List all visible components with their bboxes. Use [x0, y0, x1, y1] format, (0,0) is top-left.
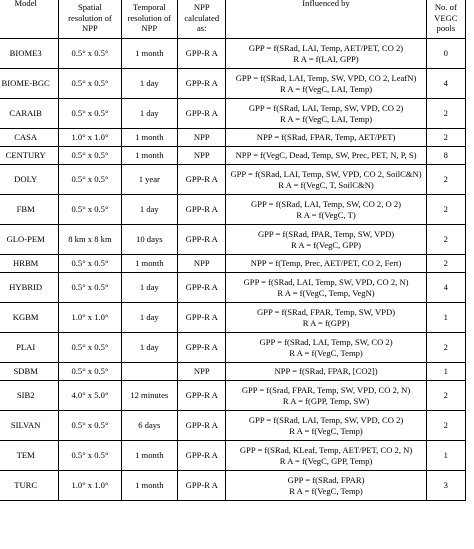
model-cell: SILVAN — [0, 411, 59, 441]
temporal-resolution-cell: 1 month — [121, 147, 178, 165]
equation-line: GPP = f(SRad, LAI, Temp, SW, VPD, CO 2, N) — [243, 276, 409, 287]
spatial-resolution-cell: 0.5° x 0.5° — [59, 165, 121, 195]
model-cell: KGBM — [0, 303, 59, 333]
influenced-by-cell — [226, 99, 426, 129]
equation-line: GPP = f(SRad, FPAR, Temp, SW, VPD) — [256, 306, 396, 317]
temporal-resolution-cell: 12 minutes — [121, 381, 178, 411]
equation-line: GPP = f(SRad, LAI, Temp, SW, VPD, CO 2) — [248, 414, 404, 425]
spatial-resolution-cell: 1.0° x 1.0° — [59, 471, 121, 501]
equation-line: GPP = f(SRad, FPAR) — [287, 474, 365, 485]
spatial-resolution-cell: 0.5° x 0.5° — [59, 273, 121, 303]
vegc-pools-cell: 2 — [426, 129, 465, 147]
influenced-by-cell — [226, 39, 426, 69]
table-row — [0, 381, 466, 411]
header-influenced-by: Influenced by — [226, 0, 426, 39]
npp-calculated-cell: GPP-R A — [178, 39, 226, 69]
spatial-resolution-cell: 0.5° x 0.5° — [59, 99, 121, 129]
model-cell: BIOME3 — [0, 39, 59, 69]
spatial-resolution-cell: 0.5° x 0.5° — [59, 39, 121, 69]
table-row — [0, 363, 466, 381]
vegc-pools-cell: 1 — [426, 303, 465, 333]
equation-line: NPP = f(Temp, Prec, AET/PET, CO 2, Fert) — [250, 258, 402, 268]
temporal-resolution-cell: 10 days — [121, 225, 178, 255]
model-cell: CENTURY — [0, 147, 59, 165]
table-row — [0, 39, 466, 69]
table-row — [0, 411, 466, 441]
vegc-pools-cell: 2 — [426, 195, 465, 225]
npp-calculated-cell: GPP-R A — [178, 69, 226, 99]
equation-line: R A = f(VegC, LAI, Temp) — [279, 113, 373, 124]
model-cell: CARAIB — [0, 99, 59, 129]
npp-calculated-cell: GPP-R A — [178, 195, 226, 225]
npp-calculated-cell: GPP-R A — [178, 441, 226, 471]
vegc-pools-cell: 2 — [426, 381, 465, 411]
vegc-pools-cell: 3 — [426, 471, 465, 501]
model-cell: BIOME-BGC — [0, 69, 59, 99]
temporal-resolution-cell: 1 day — [121, 69, 178, 99]
temporal-resolution-cell: 1 day — [121, 195, 178, 225]
npp-calculated-cell: GPP-R A — [178, 225, 226, 255]
table-row — [0, 225, 466, 255]
influenced-by-cell — [226, 411, 426, 441]
influenced-by-cell — [226, 165, 426, 195]
equation-line: NPP = f(SRad, FPAR, [CO2]) — [274, 366, 378, 376]
equation-line: R A = f(VegC, GPP) — [291, 239, 362, 250]
npp-calculated-cell: NPP — [178, 255, 226, 273]
spatial-resolution-cell: 0.5° x 0.5° — [59, 69, 121, 99]
equation-line: R A = f(LAI, GPP) — [293, 53, 359, 64]
influenced-by-cell — [226, 147, 426, 165]
influenced-by-cell — [226, 195, 426, 225]
temporal-resolution-cell — [121, 363, 178, 381]
npp-calculated-cell: GPP-R A — [178, 99, 226, 129]
vegc-pools-cell: 4 — [426, 69, 465, 99]
spatial-resolution-cell: 0.5° x 0.5° — [59, 333, 121, 363]
header-temporal-resolution: Temporal resolution of NPP — [121, 0, 178, 39]
equation-line: NPP = f(SRad, FPAR, Temp, AET/PET) — [256, 132, 396, 142]
equation-line: R A = f(VegC, GPP, Temp) — [279, 455, 373, 466]
vegc-pools-cell: 2 — [426, 225, 465, 255]
equation-line: R A = f(VegC, Temp) — [289, 425, 363, 436]
influenced-by-cell — [226, 255, 426, 273]
table-row — [0, 165, 466, 195]
equation-line: R A = f(VegC, T) — [296, 209, 356, 220]
table-row — [0, 129, 466, 147]
model-cell: TURC — [0, 471, 59, 501]
table-row — [0, 441, 466, 471]
temporal-resolution-cell: 1 year — [121, 165, 178, 195]
vegc-pools-cell: 1 — [426, 363, 465, 381]
temporal-resolution-cell: 1 month — [121, 255, 178, 273]
model-cell: SIB2 — [0, 381, 59, 411]
model-cell: FBM — [0, 195, 59, 225]
vegc-pools-cell: 4 — [426, 273, 465, 303]
influenced-by-cell — [226, 363, 426, 381]
equation-line: GPP = f(SRad, LAI, Temp, SW, CO 2) — [259, 336, 393, 347]
spatial-resolution-cell: 1.0° x 1.0° — [59, 129, 121, 147]
header-model: Model — [0, 0, 59, 39]
spatial-resolution-cell: 0.5° x 0.5° — [59, 363, 121, 381]
table-row — [0, 303, 466, 333]
table-row — [0, 471, 466, 501]
spatial-resolution-cell: 8 km x 8 km — [59, 225, 121, 255]
header-vegc-pools: No. of VEGC pools — [426, 0, 465, 39]
table-row — [0, 195, 466, 225]
temporal-resolution-cell: 1 day — [121, 99, 178, 129]
npp-calculated-cell: NPP — [178, 363, 226, 381]
npp-calculated-cell: NPP — [178, 147, 226, 165]
vegc-pools-cell: 2 — [426, 255, 465, 273]
temporal-resolution-cell: 1 month — [121, 471, 178, 501]
influenced-by-cell — [226, 129, 426, 147]
equation-line: R A = f(VegC, Temp) — [289, 485, 363, 496]
npp-calculated-cell: GPP-R A — [178, 471, 226, 501]
equation-line: R A = f(VegC, LAI, Temp) — [279, 83, 373, 94]
temporal-resolution-cell: 1 month — [121, 129, 178, 147]
npp-calculated-cell: GPP-R A — [178, 381, 226, 411]
vegc-pools-cell: 8 — [426, 147, 465, 165]
temporal-resolution-cell: 1 day — [121, 303, 178, 333]
vegc-pools-cell: 2 — [426, 333, 465, 363]
influenced-by-cell — [226, 303, 426, 333]
spatial-resolution-cell: 0.5° x 0.5° — [59, 441, 121, 471]
model-cell: HRBM — [0, 255, 59, 273]
vegc-pools-cell: 2 — [426, 99, 465, 129]
spatial-resolution-cell: 0.5° x 0.5° — [59, 147, 121, 165]
equation-line: GPP = f(SRad, LAI, Temp, AET/PET, CO 2) — [248, 42, 404, 53]
equation-line: GPP = f(SRad, LAI, Temp, SW, VPD, CO 2) — [248, 102, 404, 113]
table-row — [0, 147, 466, 165]
spatial-resolution-cell: 1.0° x 1.0° — [59, 303, 121, 333]
equation-line: NPP = f(VegC, Dead, Temp, SW, Prec, PET, N, P, S) — [235, 150, 417, 160]
influenced-by-cell — [226, 273, 426, 303]
equation-line: R A = f(VegC, Temp, VegN) — [277, 287, 375, 298]
table-row — [0, 255, 466, 273]
influenced-by-cell — [226, 441, 426, 471]
equation-line: GPP = f(SRad, fPAR, Temp, SW, VPD) — [257, 228, 395, 239]
model-cell: DOLY — [0, 165, 59, 195]
spatial-resolution-cell: 0.5° x 0.5° — [59, 195, 121, 225]
model-cell: CASA — [0, 129, 59, 147]
npp-calculated-cell: GPP-R A — [178, 165, 226, 195]
header-npp-calculated-as: NPP calculated as: — [178, 0, 226, 39]
header-spatial-resolution: Spatial resolution of NPP — [59, 0, 121, 39]
equation-line: GPP = f(SRad, LAI, Temp, SW, CO 2, O 2) — [251, 198, 402, 209]
temporal-resolution-cell: 6 days — [121, 411, 178, 441]
npp-calculated-cell: GPP-R A — [178, 303, 226, 333]
table-row — [0, 273, 466, 303]
model-cell: HYBRID — [0, 273, 59, 303]
spatial-resolution-cell: 0.5° x 0.5° — [59, 411, 121, 441]
vegc-pools-cell: 1 — [426, 441, 465, 471]
model-cell: GLO-PEM — [0, 225, 59, 255]
equation-line: R A = f(GPP) — [302, 317, 350, 328]
npp-calculated-cell: GPP-R A — [178, 333, 226, 363]
table-body — [0, 39, 466, 501]
model-cell: PLAI — [0, 333, 59, 363]
equation-line: GPP = f(Srad, FPAR, Temp, SW, VPD, CO 2, N) — [241, 384, 411, 395]
spatial-resolution-cell: 4.0° x 5.0° — [59, 381, 121, 411]
temporal-resolution-cell: 1 day — [121, 273, 178, 303]
model-cell: TEM — [0, 441, 59, 471]
npp-calculated-cell: NPP — [178, 129, 226, 147]
influenced-by-cell — [226, 333, 426, 363]
temporal-resolution-cell: 1 day — [121, 333, 178, 363]
npp-calculated-cell: GPP-R A — [178, 273, 226, 303]
npp-calculated-cell: GPP-R A — [178, 411, 226, 441]
equation-line: GPP = f(SRad, KLeaf, Temp, AET/PET, CO 2, N) — [239, 444, 413, 455]
equation-line: R A = f(GPP, Temp, SW) — [282, 395, 370, 406]
equation-line: R A = f(VegC, Temp) — [289, 347, 363, 358]
vegc-pools-cell: 2 — [426, 411, 465, 441]
temporal-resolution-cell: 1 month — [121, 39, 178, 69]
influenced-by-cell — [226, 381, 426, 411]
vegc-pools-cell: 0 — [426, 39, 465, 69]
influenced-by-cell — [226, 471, 426, 501]
spatial-resolution-cell: 0.5° x 0.5° — [59, 255, 121, 273]
equation-line: GPP = f(SRad, LAI, Temp, SW, VPD, CO 2, LeafN) — [235, 72, 417, 83]
equation-line: GPP = f(SRad, LAI, Temp, SW, VPD, CO 2, SoilC&N) — [230, 168, 422, 179]
table-row — [0, 333, 466, 363]
temporal-resolution-cell: 1 month — [121, 441, 178, 471]
influenced-by-cell — [226, 69, 426, 99]
header-row — [0, 0, 466, 39]
influenced-by-cell — [226, 225, 426, 255]
table-row — [0, 69, 466, 99]
equation-line: R A = f(VegC, T, SoilC&N) — [278, 179, 374, 190]
vegc-pools-cell: 2 — [426, 165, 465, 195]
model-cell: SDBM — [0, 363, 59, 381]
table-row — [0, 99, 466, 129]
